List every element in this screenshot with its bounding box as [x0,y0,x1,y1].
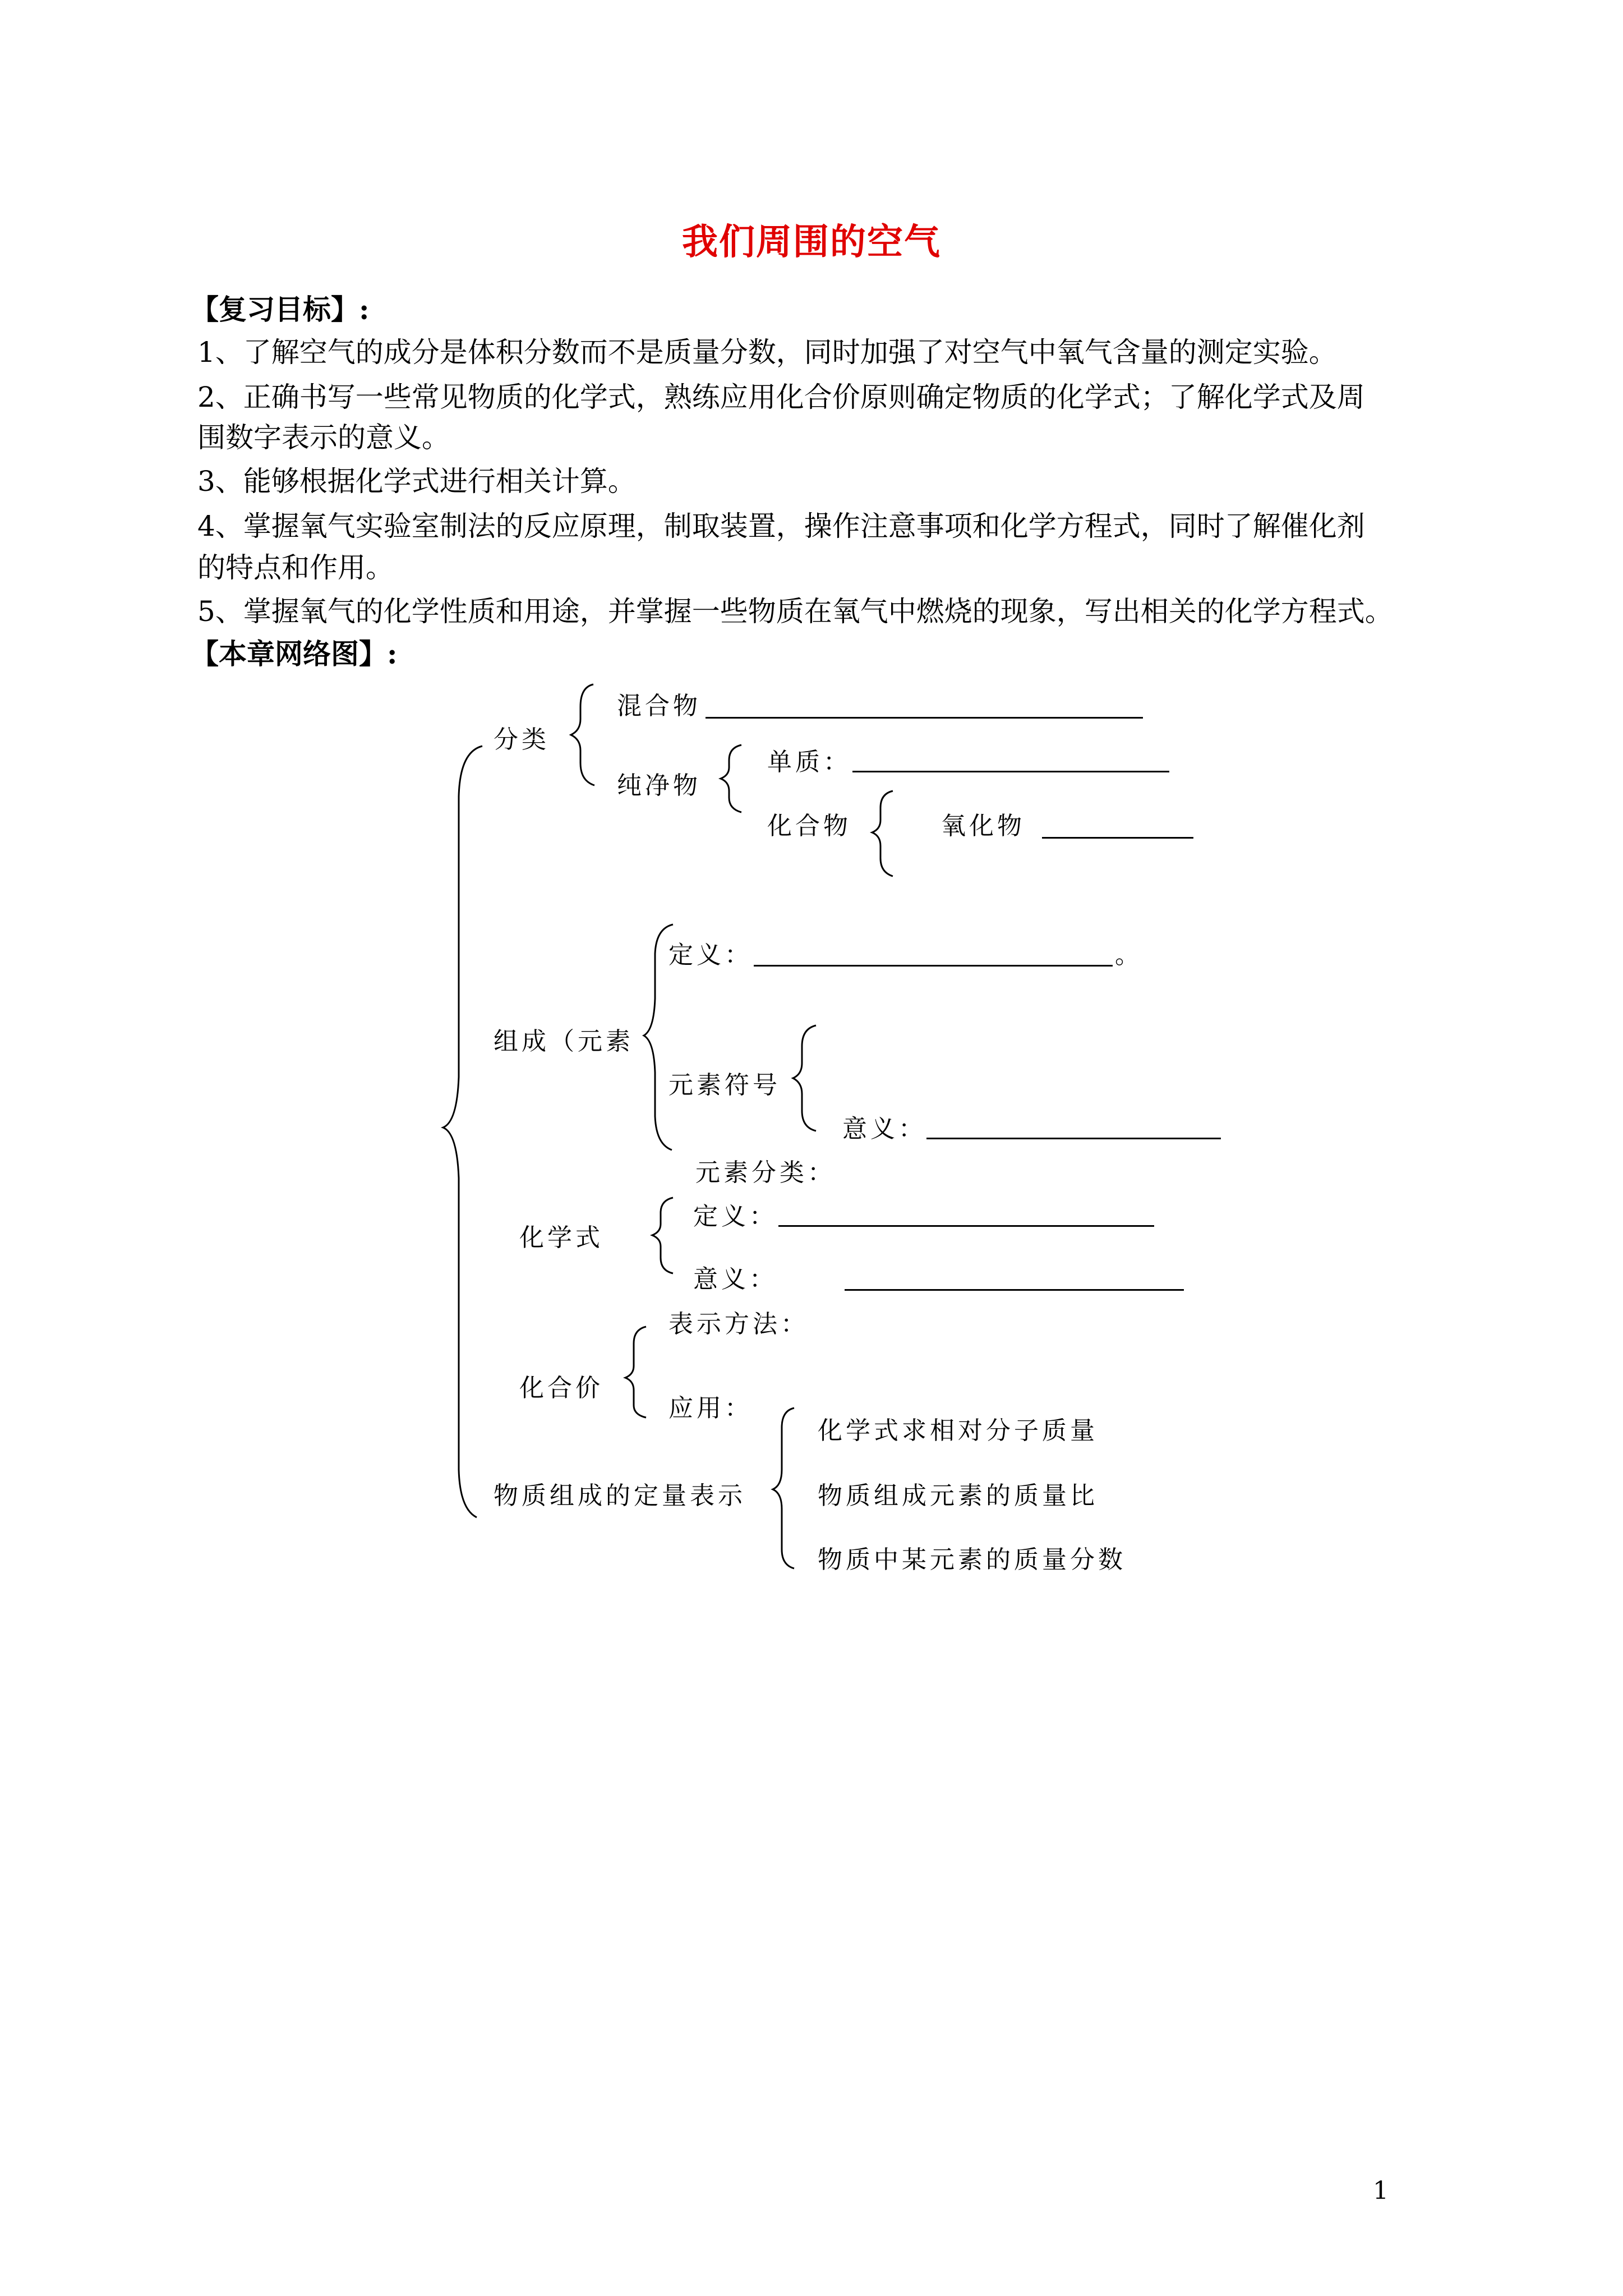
node-element-substance: 单质： [767,748,851,776]
objectives-heading: 【复习目标】: [191,293,370,326]
compound-brace [872,791,893,876]
objective-item-2: 2、正确书写一些常见物质的化学式，熟练应用化合价原则确定物质的化学式；了解化学式及周 [197,381,1365,413]
node-classification: 分类 [494,725,550,754]
node-chemical-formula: 化学式 [519,1223,603,1252]
page-title: 我们周围的空气 [682,221,941,263]
blank-composition-definition [754,965,1113,967]
node-mass-ratio: 物质组成元素的质量比 [818,1481,1098,1510]
blank-element-substance [852,771,1169,772]
blank-symbol-meaning [926,1138,1221,1139]
node-element-category: 元素分类： [695,1158,836,1187]
objective-item-3: 3、能够根据化学式进行相关计算。 [197,465,636,498]
formula-brace [652,1198,673,1273]
blank-formula-definition [778,1225,1154,1227]
blank-oxide [1042,837,1193,839]
pure-brace [721,745,741,812]
node-relative-molecular-mass: 化学式求相对分子质量 [818,1416,1098,1445]
node-valence-application: 应用： [668,1394,753,1423]
node-pure-substance: 纯净物 [617,771,701,800]
node-element-symbol: 元素符号 [668,1071,781,1099]
quantitative-brace [773,1408,794,1568]
main-brace [443,746,482,1517]
node-composition: 组成（元素 [494,1027,634,1056]
period-mark: 。 [1115,941,1143,969]
objective-item-1: 1、了解空气的成分是体积分数而不是质量分数，同时加强了对空气中氧气含量的测定实验。 [197,336,1337,369]
node-formula-definition: 定义： [693,1202,777,1231]
objective-item-4-cont: 的特点和作用。 [197,551,394,584]
page-number: 1 [1373,2177,1389,2205]
network-heading: 【本章网络图】: [191,637,398,670]
classification-brace [571,684,594,785]
node-mass-fraction: 物质中某元素的质量分数 [818,1545,1126,1574]
node-oxide: 氧化物 [941,812,1025,840]
node-composition-definition: 定义： [668,941,753,969]
objective-item-4: 4、掌握氧气实验室制法的反应原理，制取装置，操作注意事项和化学方程式，同时了解催化剂 [197,510,1365,542]
node-quantitative: 物质组成的定量表示 [494,1481,746,1510]
node-symbol-meaning: 意义： [842,1115,926,1143]
objective-item-2-cont: 围数字表示的意义。 [197,421,450,454]
node-compound: 化合物 [767,812,851,840]
node-valence: 化合价 [519,1374,603,1402]
node-formula-meaning: 意义： [693,1265,777,1294]
node-mixture: 混合物 [617,692,701,720]
symbol-brace [793,1025,816,1131]
node-valence-notation: 表示方法： [668,1310,809,1338]
blank-mixture [706,717,1143,719]
blank-formula-meaning [845,1289,1184,1291]
objective-item-5: 5、掌握氧气的化学性质和用途，并掌握一些物质在氧气中燃烧的现象，写出相关的化学方程式。 [197,595,1393,628]
valence-brace [625,1327,646,1418]
